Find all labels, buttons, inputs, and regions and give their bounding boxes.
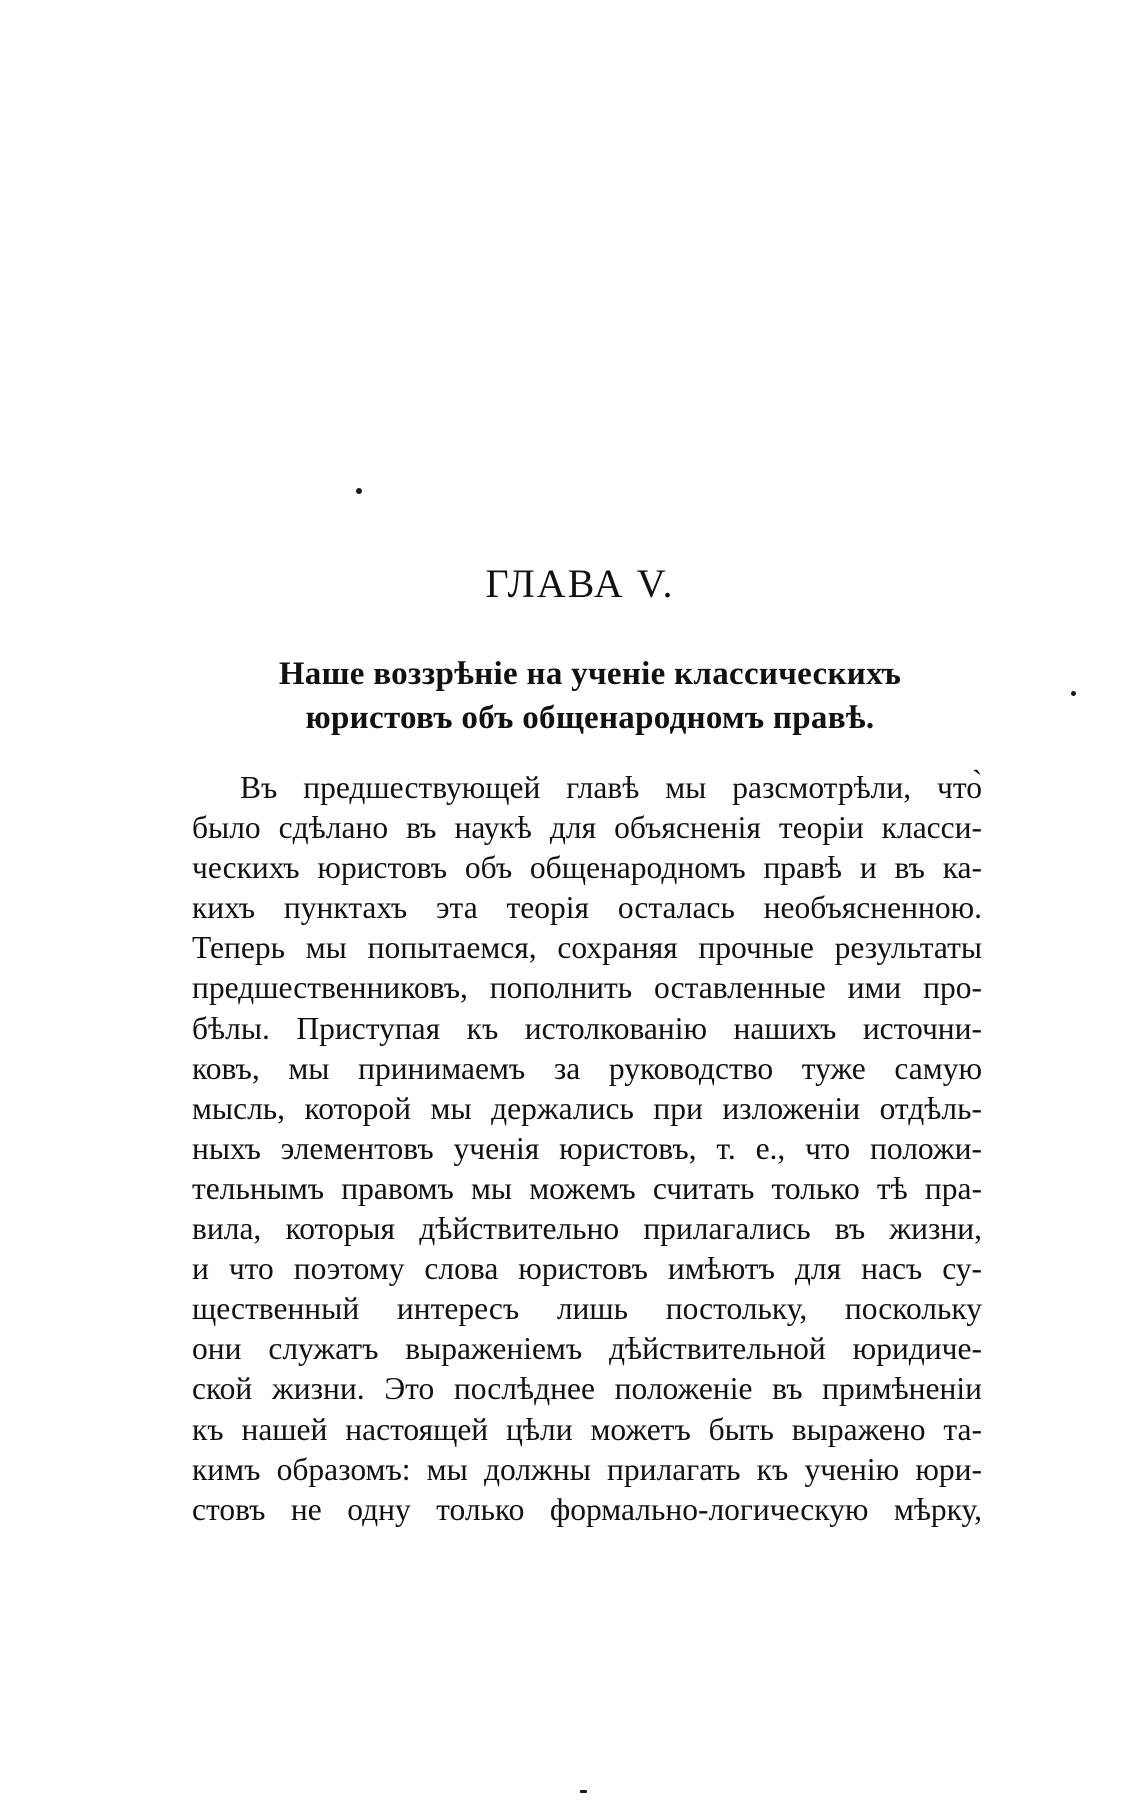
chapter-heading: ГЛАВА V.	[485, 561, 675, 606]
text-line: къ нашей настоящей цѣли можетъ быть выражено та-	[192, 1411, 982, 1447]
text-line: кихъ пунктахъ эта теорія осталась необъясненною.	[192, 890, 982, 926]
text-line: стовъ не одну только формально-логическую мѣрку,	[192, 1491, 982, 1527]
chapter-title-line: Наше воззрѣніе на ученіе классическихъ	[278, 656, 902, 692]
print-speck	[580, 1790, 587, 1793]
text-line: ковъ, мы принимаемъ за руководство туже самую	[192, 1050, 982, 1086]
text-line: Въ предшествующей главѣ мы разсмотрѣли, что̀	[240, 770, 982, 805]
text-line: щественный интересъ лишь постольку, поскольку	[192, 1291, 982, 1327]
text-line: мысль, которой мы держались при изложеніи отдѣль-	[192, 1090, 982, 1126]
chapter-title	[190, 652, 990, 740]
text-line: и что поэтому слова юристовъ имѣютъ для насъ су-	[192, 1251, 982, 1287]
text-line: бѣлы. Приступая къ истолкованію нашихъ источни-	[192, 1010, 982, 1046]
print-speck	[356, 488, 362, 494]
body-paragraph	[192, 768, 982, 1530]
chapter-title-line: юристовъ объ общенародномъ правѣ.	[305, 700, 875, 736]
text-line: было сдѣлано въ наукѣ для объясненія теоріи класси-	[192, 810, 982, 846]
text-line: Теперь мы попытаемся, сохраняя прочные результаты	[192, 930, 982, 966]
text-line: они служатъ выраженіемъ дѣйствительной юридиче-	[192, 1331, 982, 1367]
text-line: предшественниковъ, пополнить оставленные ими про-	[192, 970, 982, 1006]
print-speck	[1071, 691, 1076, 696]
text-line: вила, которыя дѣйствительно прилагались въ жизни,	[192, 1211, 982, 1247]
text-line: ческихъ юристовъ объ общенародномъ правѣ и въ ка-	[192, 850, 982, 886]
text-line: кимъ образомъ: мы должны прилагать къ ученію юри-	[192, 1451, 982, 1487]
text-line: ныхъ элементовъ ученія юристовъ, т. е., что положи-	[192, 1130, 982, 1166]
text-line: тельнымъ правомъ мы можемъ считать только тѣ пра-	[192, 1170, 982, 1206]
text-line: ской жизни. Это послѣднее положеніе въ примѣненіи	[192, 1371, 982, 1407]
